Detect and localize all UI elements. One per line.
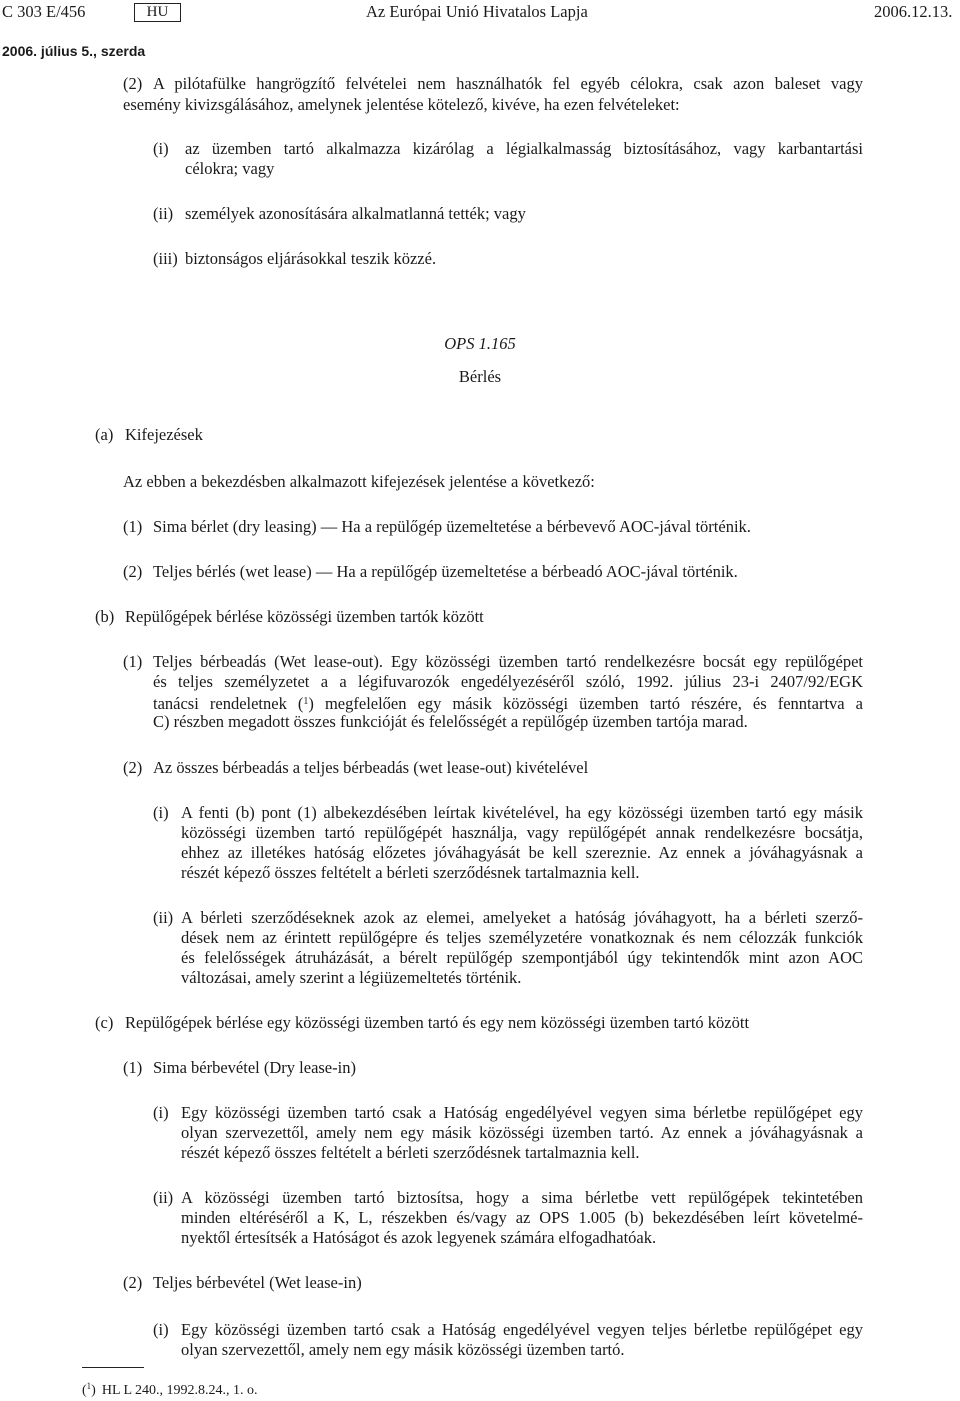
language-code-box: HU — [134, 3, 181, 22]
footnote-mark-number: 1 — [86, 1381, 92, 1391]
paragraph-line: nyektől értesítsék a Hatóságot és azok legyenek számára elfogadhatóak. — [181, 1228, 657, 1247]
list-item-number: (1) — [123, 652, 143, 671]
paragraph-line: olyan szervezettől, amely nem egy másik közösségi üzemben tartó. Az ennek a jóváhagyásnak a — [181, 1123, 863, 1142]
list-item-number: (2) — [123, 562, 143, 581]
paragraph-text: ) megfelelően egy másik közösségi üzemben tartó részére, és fenntartva a — [308, 694, 863, 713]
subsection-number: (c) — [95, 1013, 114, 1032]
paragraph-text: tanácsi rendeletnek ( — [153, 694, 304, 713]
list-item-line: célokra; vagy — [185, 159, 275, 178]
paragraph-line: esemény kivizsgálásához, amelynek jelentése kötelező, kivéve, ha ezen felvételeket: — [123, 95, 680, 114]
footnote-mark: ) — [91, 1383, 96, 1398]
paragraph-line: közösségi üzemben tartó repülőgépét használja, vagy repülőgépét annak rendelkezésre bocsátja, — [181, 823, 863, 842]
list-item-line: az üzemben tartó alkalmazza kizárólag a légialkalmasság biztosításához, vagy karbantartási — [185, 139, 863, 158]
list-item-number: (i) — [153, 1103, 169, 1122]
list-item-line: Teljes bérlés (wet lease) — Ha a repülőgép üzemeltetése a bérbeadó AOC-jával történik. — [153, 562, 738, 581]
list-item-number: (1) — [123, 517, 143, 536]
list-item-number: (iii) — [153, 249, 178, 268]
paragraph-line: változásai, amely szerint a légiüzemeltetés történik. — [181, 968, 522, 987]
subsection-heading: Repülőgépek bérlése közösségi üzemben tartók között — [125, 607, 484, 626]
session-date: 2006. július 5., szerda — [2, 43, 146, 59]
paragraph-line: Egy közösségi üzemben tartó csak a Hatóság engedélyével vegyen teljes bérletbe repülőgépet egy — [181, 1320, 863, 1339]
list-item-number: (i) — [153, 139, 169, 158]
paragraph-line: Egy közösségi üzemben tartó csak a Hatóság engedélyével vegyen sima bérletbe repülőgépet egy — [181, 1103, 863, 1122]
paragraph-line: ehhez az illetékes hatóság előzetes jóváhagyását be kell szereznie. Az ennek a jóváhagyásnak a — [181, 843, 863, 862]
paragraph-line: részét képező összes feltételt a bérleti szerződésnek tartalmaznia kell. — [181, 1143, 640, 1162]
paragraph-line — [153, 692, 863, 714]
paragraph-line: olyan szervezettől, amely nem egy másik közösségi üzemben tartó. — [181, 1340, 625, 1359]
list-item-heading: Az összes bérbeadás a teljes bérbeadás (wet lease-out) kivételével — [153, 758, 589, 777]
paragraph-line: A pilótafülke hangrögzítő felvételei nem használhatók fel egyéb célokra, csak azon baleset vagy — [153, 74, 863, 93]
journal-title: Az Európai Unió Hivatalos Lapja — [366, 2, 588, 21]
list-item-number: (ii) — [153, 1188, 174, 1207]
paragraph-line: A fenti (b) pont (1) albekezdésében leírtak kivételével, ha egy közösségi üzemben tartó egy másik — [181, 803, 863, 822]
list-item-number: (i) — [153, 803, 169, 822]
doc-reference: C 303 E/456 — [2, 2, 86, 21]
paragraph-line: minden eltéréséről a K, L, részekben és/vagy az OPS 1.005 (b) bekezdésében leírt követelmé- — [181, 1208, 863, 1227]
list-item-line: biztonságos eljárásokkal teszik közzé. — [185, 249, 437, 268]
footnote-mark: ( — [82, 1383, 87, 1398]
list-item-heading: Teljes bérbevétel (Wet lease-in) — [153, 1273, 362, 1292]
subsection-heading: Repülőgépek bérlése egy közösségi üzemben tartó és egy nem közösségi üzemben tartó között — [125, 1013, 750, 1032]
header-date: 2006.12.13. — [874, 2, 953, 21]
footnote-text: HL L 240., 1992.8.24., 1. o. — [101, 1383, 258, 1398]
footnote-reference[interactable]: 1 — [303, 696, 309, 707]
list-item-line: személyek azonosítására alkalmatlanná tették; vagy — [185, 204, 526, 223]
paragraph-line: részét képező összes feltételt a bérleti szerződésnek tartalmaznia kell. — [181, 863, 640, 882]
paragraph-line: A közösségi üzemben tartó biztosítsa, hogy a sima bérletbe vett repülőgépek tekintetében — [181, 1188, 863, 1207]
paragraph-line: Teljes bérbeadás (Wet lease-out). Egy közösségi üzemben tartó rendelkezésre bocsát egy repülőgépet — [153, 652, 863, 671]
paragraph-line: Az ebben a bekezdésben alkalmazott kifejezések jelentése a következő: — [123, 472, 595, 491]
section-code: OPS 1.165 — [444, 334, 516, 353]
list-item-line: Sima bérlet (dry leasing) — Ha a repülőgép üzemeltetése a bérbevevő AOC-jával történik. — [153, 517, 751, 536]
footnote — [82, 1376, 258, 1401]
paragraph-line: és felelősségek átruházását, a bérelt repülőgép szempontjából úgy tekintendők mint azon AOC — [181, 948, 863, 967]
list-item-number: (2) — [123, 1273, 143, 1292]
paragraph-number: (2) — [123, 74, 143, 93]
list-item-number: (ii) — [153, 204, 174, 223]
list-item-number: (ii) — [153, 908, 174, 927]
paragraph-line: és teljes személyzetet a a légifuvarozók engedélyezéséről szóló, 1992. július 23-i 2407/92/EGK — [153, 672, 863, 691]
list-item-number: (2) — [123, 758, 143, 777]
section-title: Bérlés — [458, 367, 502, 386]
subsection-number: (b) — [95, 607, 115, 626]
paragraph-line: C) részben megadott összes funkcióját és felelősségét a repülőgép üzemben tartója marad. — [153, 712, 748, 731]
footnote-divider — [82, 1367, 144, 1368]
list-item-number: (1) — [123, 1058, 143, 1077]
list-item-heading: Sima bérbevétel (Dry lease-in) — [153, 1058, 356, 1077]
subsection-number: (a) — [95, 425, 114, 444]
subsection-heading: Kifejezések — [125, 425, 203, 444]
paragraph-line: dések nem az érintett repülőgépre és teljes személyzetére vonatkoznak és nem célozzák funkciók — [181, 928, 863, 947]
paragraph-line: A bérleti szerződéseknek azok az elemei, amelyeket a hatóság jóváhagyott, ha a bérleti szerző- — [181, 908, 863, 927]
list-item-number: (i) — [153, 1320, 169, 1339]
